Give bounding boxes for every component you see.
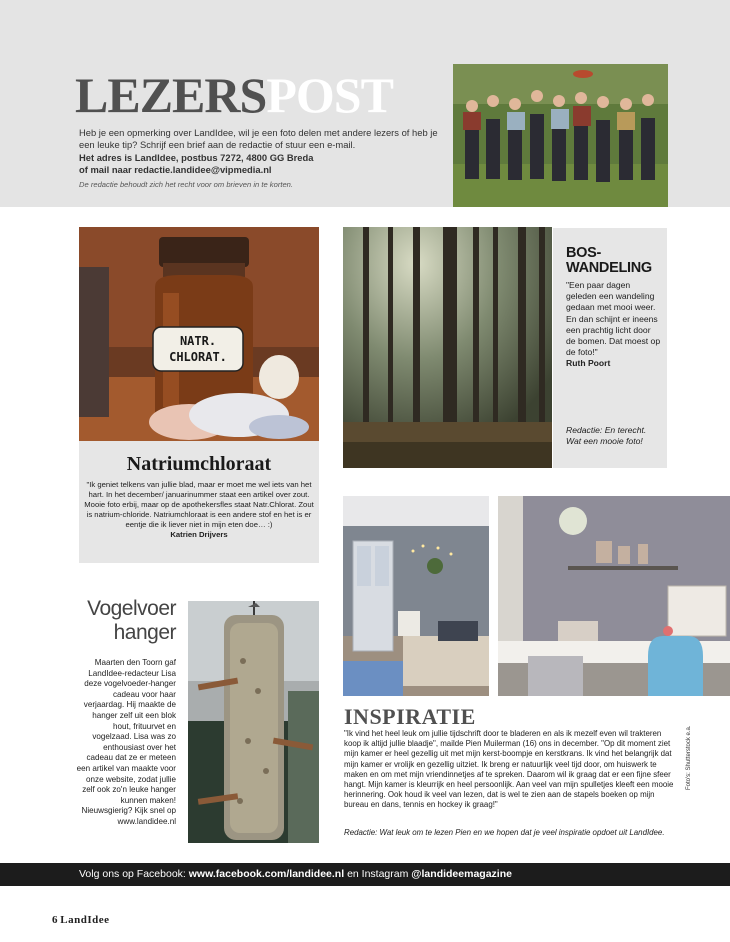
bird-feeder-illustration [188,601,319,843]
boswandeling-title-line-1: BOS- [566,245,602,261]
instagram-link[interactable]: @landideemagazine [411,868,512,880]
natrium-title: Natriumchloraat [126,453,272,475]
inspiratie-letter: "Ik vind het heel leuk om jullie tijdschrift door te bladeren en als ik mezelf even wil trakteren koop ik altijd jullie blaadje", mailde Pien Muilerman (16) ons in december. "Op dit moment ziet mijn kamer er heel gezellig uit met mijn kerst-boompje en kerstkrans. Ik vind het belangrijk dat mijn kamer er vrolijk en gezellig uitziet. Ik breng er natuurlijk veel tijd door, om huiswerk te maken en om met mijn vriendinnetjes af te spreken. Daarom wil ik graag dat er een fijne sfeer hangt. Mijn kamer is kleurrijk en heel persoonlijk. Aan veel van mijn spulletjes kleeft een mooie herinnering. Ook houd ik veel van lezen, dat is wel te zien aan de stapels boeken op mijn bureau en dans, tennis en hockey ik graag!" [344,729,674,810]
page-title [75,67,393,123]
natrium-letter [84,480,314,540]
jar-label [153,327,243,371]
forest-illustration [343,227,552,468]
intro-paragraph: Heb je een opmerking over LandIdee, wil je een foto delen met andere lezers of heb je een leuke tip? Schrijf een brief aan de redactie of stuur een e-mail. [79,127,438,151]
footer-brand: LandIdee [60,914,110,926]
boswandeling-title [566,246,662,276]
natrium-letter-text: "Ik geniet telkens van jullie blad, maar er moet me wel iets van het hart. In het december/ januarinummer staat een artikel over zout. Mooie foto erbij, maar op de apothekersfles staat Natr.Chlorat. Zout is natrium-chloride. Natriumchloraat is een andere stof en het is er eentje die ik liever niet in mijn eten doe… :) [84,480,314,529]
vogelvoer-title [76,597,176,645]
photo-credit: Foto's: Shutterstock e.a. [686,725,692,790]
group-photo [453,64,668,207]
address-line-2: of mail naar redactie.landidee@vipmedia.nl [79,164,272,176]
desk-illustration [498,496,730,696]
forest-photo [343,227,552,468]
group-photo-illustration [453,64,668,207]
natrium-author: Katrien Drijvers [170,530,228,539]
bedroom-illustration [343,496,489,696]
title-part-lezers: LEZERS [75,67,267,123]
boswandeling-letter [566,280,662,370]
editorial-note: De redactie behoudt zich het recht voor om brieven in te korten. [79,179,294,189]
boswandeling-author: Ruth Poort [566,358,611,369]
social-middle: en Instagram [344,868,412,880]
address-line-1: Het adres is LandIdee, postbus 7272, 4800 GG Breda [79,151,314,163]
facebook-link[interactable]: www.facebook.com/landidee.nl [188,868,345,880]
inspiratie-reply: Redactie: Wat leuk om te lezen Pien en we hopen dat je veel inspiratie opdoet uit LandIdee. [344,828,665,837]
boswandeling-title-line-2: WANDELING [566,260,652,276]
intro-text [79,127,449,190]
inspiratie-title: INSPIRATIE [344,704,476,729]
jar-photo [79,227,319,441]
social-prefix: Volg ons op Facebook: [79,868,189,880]
title-part-post: POST [266,67,393,123]
social-bar [0,863,730,886]
page-footer [52,914,110,926]
jar-label-line-1: NATR. [179,334,217,348]
jar-label-line-2: CHLORAT. [169,350,227,364]
vogelvoer-title-line-2: hanger [113,621,176,644]
boswandeling-letter-text: "Een paar dagen geleden een wandeling gedaan met mooi weer. En dan schijnt er ineens een prachtig licht door de bomen. Dat moest op de foto!" [566,280,661,358]
desk-photo [498,496,730,696]
vogelvoer-text: Maarten den Toorn gaf LandIdee-redacteur Lisa deze vogelvoeder-hanger cadeau voor haar verjaardag. Hij maakte de hanger zelf uit een blok hout, frituurvet en vogelzaad. Lisa was zo enthousiast over het cadeau dat ze er meteen een artikel van maakte voor onze website, zodat jullie zelf ook zo'n leuke hanger kunnen maken! Nieuwsgierig? Kijk snel op www.landidee.nl [76,658,176,826]
bedroom-photo [343,496,489,696]
boswandeling-reply: Redactie: En terecht. Wat een mooie foto! [566,425,647,447]
vogelvoer-title-line-1: Vogelvoer [87,597,176,620]
page-number: 6 [52,914,58,926]
bird-feeder-photo [188,601,319,843]
